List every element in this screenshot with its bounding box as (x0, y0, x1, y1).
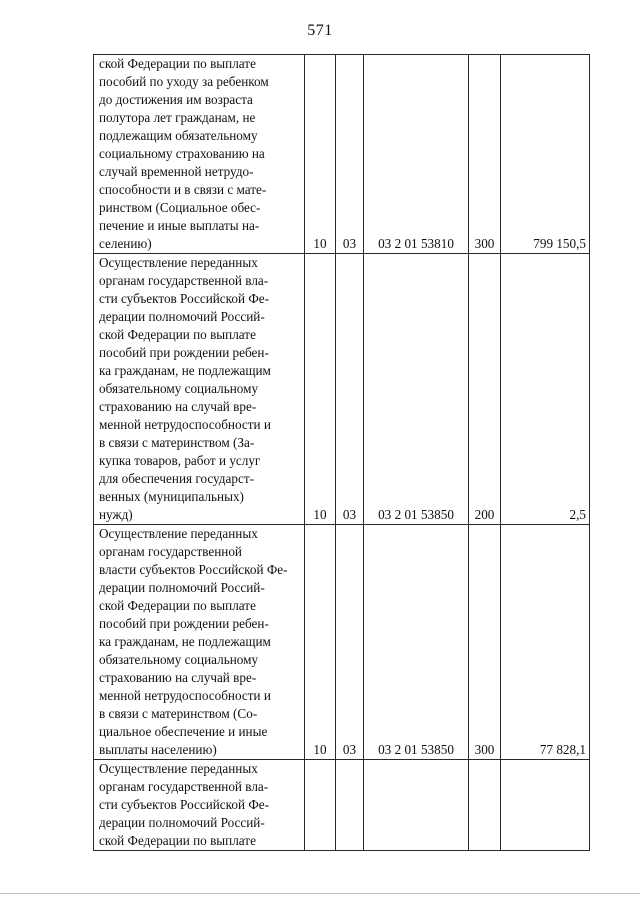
description-line: пособий по уходу за ребенком (99, 74, 269, 89)
description-line: ской Федерации по выплате (99, 327, 256, 342)
subsection-code (336, 760, 364, 851)
description-line: случай временной нетрудо- (99, 164, 254, 179)
description-line: в связи с материнством (Со- (99, 706, 258, 721)
description-line: органам государственной вла- (99, 273, 269, 288)
description-line: селению) (99, 236, 152, 251)
amount-value: 2,5 (501, 254, 590, 525)
expense-type-code: 200 (469, 254, 501, 525)
description-line: выплаты населению) (99, 742, 217, 757)
description-line: способности и в связи с мате- (99, 182, 267, 197)
description-line: менной нетрудоспособности и (99, 417, 271, 432)
description-line: социальному страхованию на (99, 146, 265, 161)
description-line: до достижения им возраста (99, 92, 253, 107)
description-line: купка товаров, работ и услуг (99, 453, 261, 468)
description-line: Осуществление переданных (99, 255, 258, 270)
description-line: для обеспечения государст- (99, 471, 254, 486)
target-article-code (364, 760, 469, 851)
description-line: нужд) (99, 507, 133, 522)
target-article-code: 03 2 01 53810 (364, 55, 469, 254)
description-line: циальное обеспечение и иные (99, 724, 268, 739)
table-row (94, 525, 590, 760)
expense-type-code: 300 (469, 55, 501, 254)
description-line: пособий при рождении ребен- (99, 345, 269, 360)
expense-description (94, 55, 305, 254)
subsection-code: 03 (336, 525, 364, 760)
description-line: сти субъектов Российской Фе- (99, 797, 270, 812)
description-line: органам государственной вла- (99, 779, 269, 794)
description-line: обязательному социальному (99, 381, 259, 396)
description-line: дерации полномочий Россий- (99, 309, 265, 324)
description-line: дерации полномочий Россий- (99, 580, 265, 595)
subsection-code: 03 (336, 55, 364, 254)
expense-type-code: 300 (469, 525, 501, 760)
table-row (94, 760, 590, 851)
amount-value (501, 760, 590, 851)
section-code (305, 760, 336, 851)
description-line: Осуществление переданных (99, 761, 258, 776)
description-line: ка гражданам, не подлежащим (99, 363, 271, 378)
section-code: 10 (305, 55, 336, 254)
description-line: сти субъектов Российской Фе- (99, 291, 270, 306)
description-line: Осуществление переданных (99, 526, 258, 541)
description-line: ской Федерации по выплате (99, 598, 256, 613)
budget-table (93, 54, 590, 851)
description-line: ка гражданам, не подлежащим (99, 634, 271, 649)
table-row (94, 55, 590, 254)
table-row (94, 254, 590, 525)
description-line: подлежащим обязательному (99, 128, 258, 143)
description-line: полутора лет гражданам, не (99, 110, 256, 125)
description-line: дерации полномочий Россий- (99, 815, 265, 830)
subsection-code: 03 (336, 254, 364, 525)
description-line: страхованию на случай вре- (99, 399, 257, 414)
section-code: 10 (305, 525, 336, 760)
description-line: пособий при рождении ребен- (99, 616, 269, 631)
description-line: печение и иные выплаты на- (99, 218, 260, 233)
description-line: ской Федерации по выплате (99, 833, 256, 848)
description-line: органам государственной (99, 544, 242, 559)
section-code: 10 (305, 254, 336, 525)
amount-value: 799 150,5 (501, 55, 590, 254)
description-line: в связи с материнством (За- (99, 435, 255, 450)
target-article-code: 03 2 01 53850 (364, 254, 469, 525)
expense-description (94, 254, 305, 525)
page-bottom-rule (0, 893, 640, 894)
target-article-code: 03 2 01 53850 (364, 525, 469, 760)
description-line: менной нетрудоспособности и (99, 688, 271, 703)
budget-table-body (94, 55, 590, 851)
expense-description (94, 760, 305, 851)
amount-value: 77 828,1 (501, 525, 590, 760)
description-line: обязательному социальному (99, 652, 259, 667)
description-line: ской Федерации по выплате (99, 56, 256, 71)
description-line: венных (муниципальных) (99, 489, 244, 504)
page-number: 571 (307, 22, 333, 39)
description-line: страхованию на случай вре- (99, 670, 257, 685)
expense-type-code (469, 760, 501, 851)
expense-description (94, 525, 305, 760)
description-line: власти субъектов Российской Фе- (99, 562, 288, 577)
description-line: ринством (Социальное обес- (99, 200, 261, 215)
